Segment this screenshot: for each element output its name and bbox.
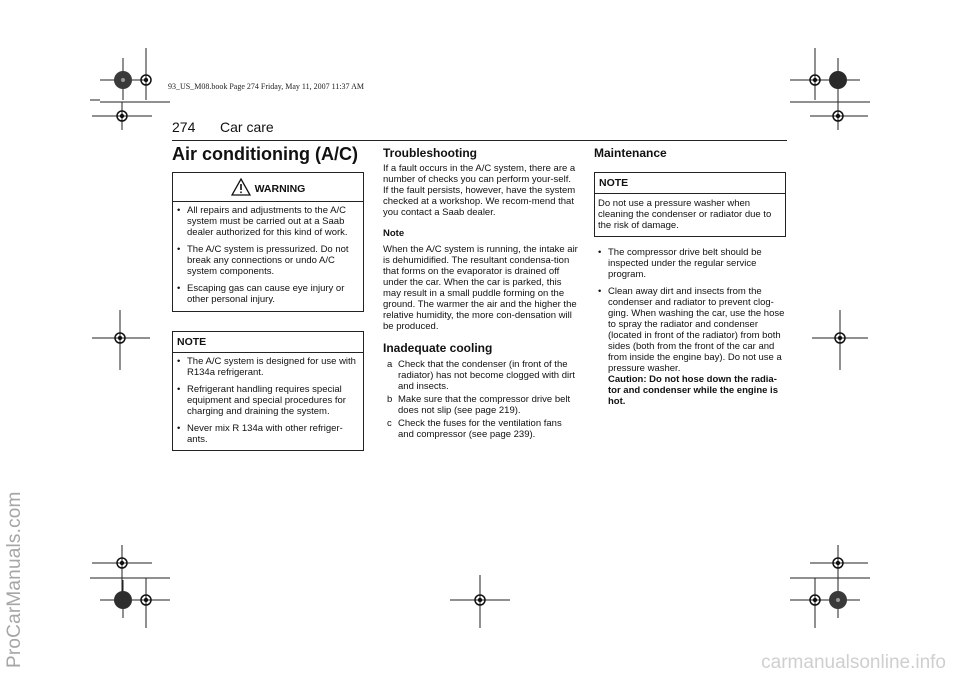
sidebar-watermark: ProCarManuals.com	[4, 491, 25, 668]
item-letter: a	[387, 359, 393, 370]
troubleshooting-note-text: When the A/C system is running, the intake air is dehumidified. The resultant condensa-tion that forms on the evaporator is drained off under the car. When the car is parked, this may result in a small puddle forming on the ground. The warmer the air and the higher the relative humidity, the more con-densation will be produced.	[383, 244, 578, 332]
warning-triangle-icon	[231, 178, 251, 196]
maintenance-note-heading: NOTE	[599, 177, 629, 189]
note-box	[172, 331, 364, 451]
maintenance-heading: Maintenance	[594, 146, 667, 160]
note-heading: NOTE	[177, 336, 207, 348]
page-section-title: Car care	[220, 119, 274, 135]
list-item	[383, 394, 578, 416]
list-item: • The A/C system is pressurized. Do not break any connections or undo A/C system components.	[173, 244, 359, 277]
maintenance-note-text: Do not use a pressure washer when cleaning the condenser or radiator due to the risk of damage.	[598, 198, 772, 231]
troubleshooting-column	[383, 146, 578, 442]
maintenance-note-box	[594, 172, 786, 237]
book-header: 93_US_M08.book Page 274 Friday, May 11, 2007 11:37 AM	[168, 82, 364, 91]
list-item: • Escaping gas can cause eye injury or other personal injury.	[173, 283, 359, 305]
maintenance-column	[594, 146, 789, 160]
warning-header	[173, 173, 363, 201]
item-letter: b	[387, 394, 393, 405]
page-number: 274	[172, 119, 196, 135]
page-title: Air conditioning (A/C)	[172, 144, 358, 164]
item-text: Check the fuses for the ventilation fans and compressor (see page 239).	[398, 418, 562, 440]
item-letter: c	[387, 418, 392, 429]
list-item: • The A/C system is designed for use with R134a refrigerant.	[173, 356, 359, 378]
troubleshooting-heading: Troubleshooting	[383, 146, 477, 160]
inadequate-cooling-heading: Inadequate cooling	[383, 341, 493, 355]
item-text: Make sure that the compressor drive belt does not slip (see page 219).	[398, 394, 571, 416]
warning-heading: WARNING	[254, 183, 306, 195]
warning-box	[172, 172, 364, 312]
troubleshooting-note-heading: Note	[383, 228, 405, 239]
list-item: • Refrigerant handling requires special equipment and special procedures for charging and draining the system.	[173, 384, 359, 417]
warning-list	[173, 202, 363, 305]
list-item	[383, 418, 578, 440]
list-item-text: Clean away dirt and insects from the condenser and radiator to prevent clog-ging. When washing the car, use the hose to spray the radiator and condenser (located in front of the radiator) from both sides (both from the front of the car and from inside the engine bay). Do not use a pressure washer.	[608, 286, 785, 374]
site-watermark: carmanualsonline.info	[761, 652, 946, 673]
list-item	[383, 359, 578, 392]
caution-text: Caution: Do not hose down the radia-tor and condenser while the engine is hot.	[608, 374, 778, 407]
item-text: Check that the condenser (in front of the radiator) has not become clogged with dirt and insects.	[398, 359, 575, 392]
inadequate-cooling-list	[383, 359, 578, 440]
list-item	[594, 286, 789, 407]
list-item: • Never mix R 134a with other refriger-ants.	[173, 423, 359, 445]
list-item: • The compressor drive belt should be inspected under the regular service program.	[594, 247, 789, 280]
troubleshooting-text: If a fault occurs in the A/C system, there are a number of checks you can perform your-self. If the fault persists, however, have the system checked at a workshop. We recom-mend that you contact a Saab dealer.	[383, 163, 576, 218]
header-divider	[172, 140, 787, 141]
note-list	[173, 353, 363, 445]
maintenance-list	[594, 244, 793, 413]
list-item: • All repairs and adjustments to the A/C system must be carried out at a Saab dealer authorized for this kind of work.	[173, 205, 359, 238]
